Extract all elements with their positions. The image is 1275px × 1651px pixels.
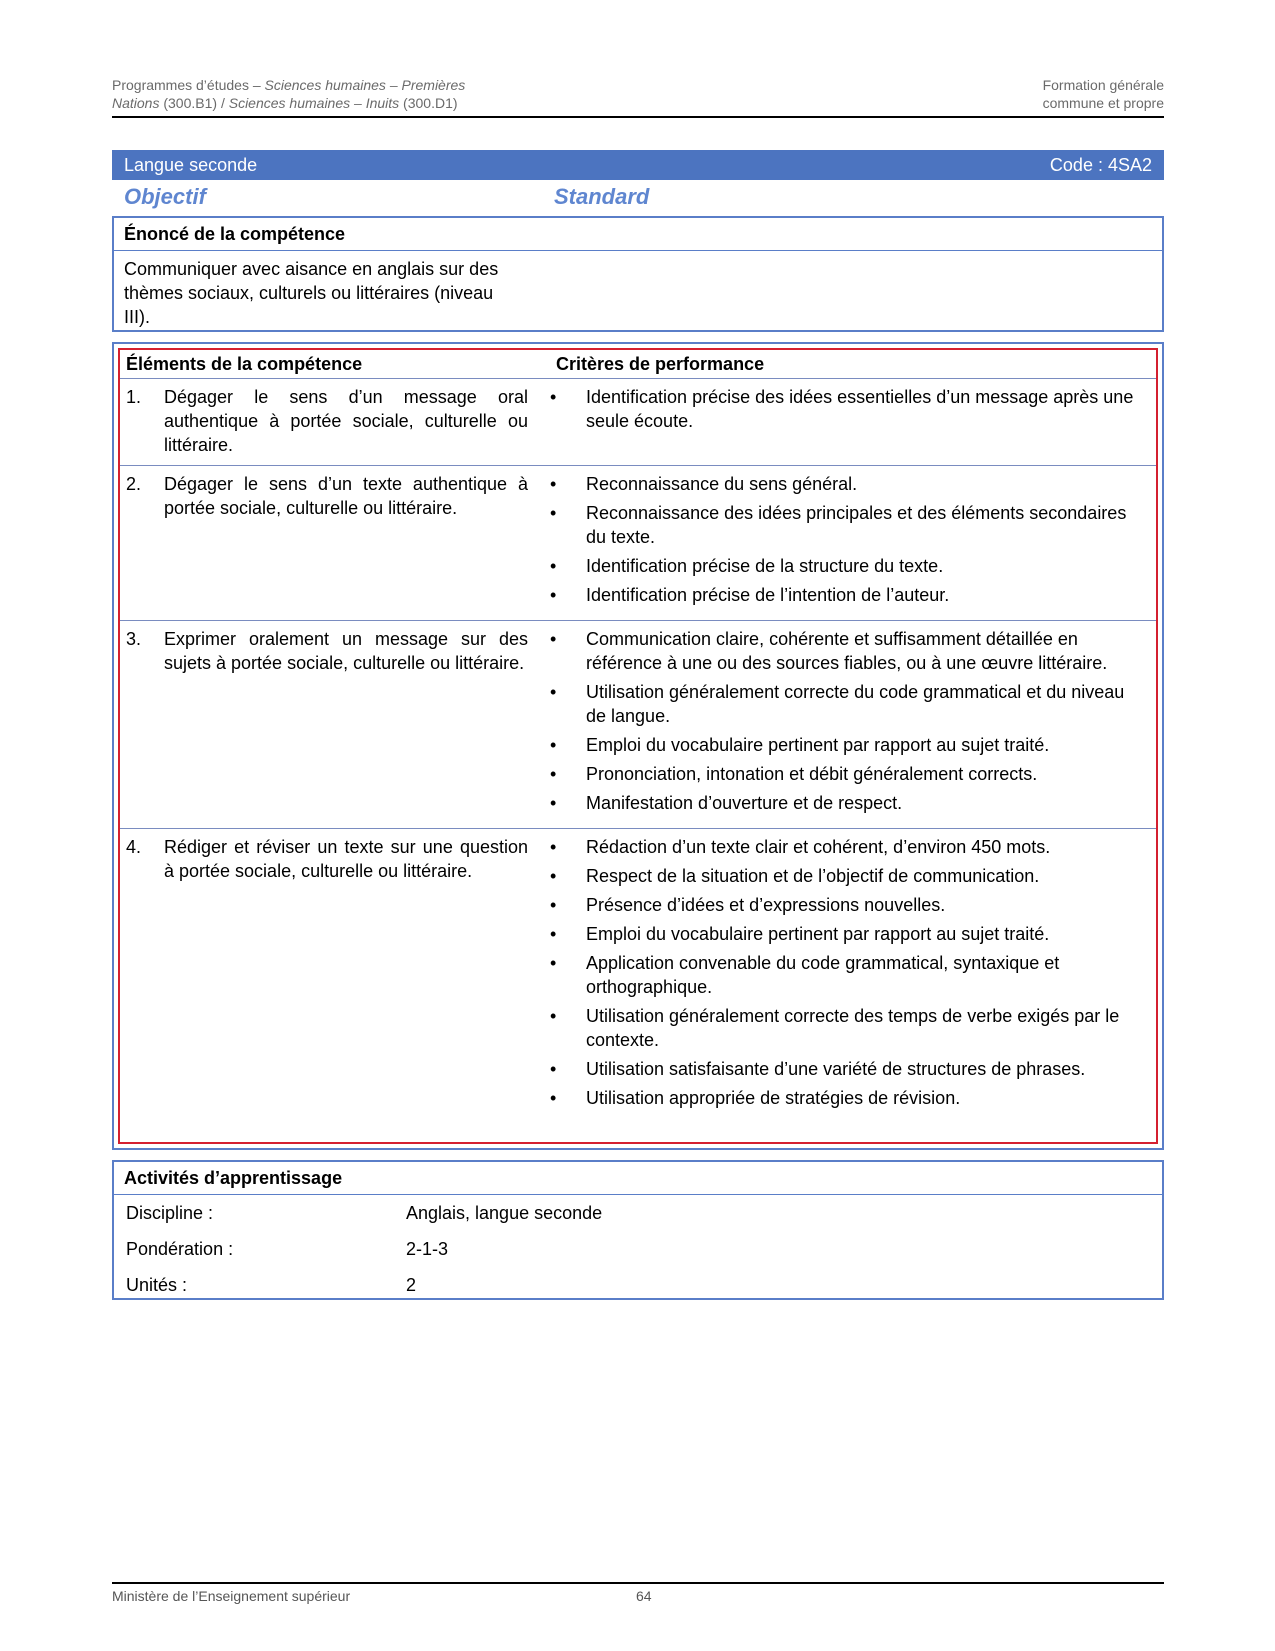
bullet-icon: • [550,793,557,813]
element-text: Dégager le sens d’un message oral authentique à portée sociale, culturelle ou littéraire. [164,387,528,455]
bullet-icon: • [550,387,557,407]
header-program-codes: Nations (300.B1) / Sciences humaines – Inuits (300.D1) [112,95,458,111]
bullet-icon: • [550,924,557,944]
criterion-text: Utilisation généralement correcte des temps de verbe exigés par le contexte. [586,1006,1120,1050]
criterion-item [550,583,1142,607]
criterion-item [550,472,1142,496]
activite-row [114,1231,1162,1267]
elements-table-header [120,350,1156,379]
criterion-text: Emploi du vocabulaire pertinent par rapport au sujet traité. [586,924,1050,944]
competence-row [120,829,1156,1123]
criterion-text: Identification précise de la structure du texte. [586,556,944,576]
criterion-text: Application convenable du code grammatical, syntaxique et orthographique. [586,953,1060,997]
activite-value: 2 [406,1274,417,1295]
elements-table [118,348,1158,1144]
bullet-icon: • [550,1006,557,1026]
criterion-text: Communication claire, cohérente et suffisamment détaillée en référence à une ou des sources fiables, ou à une œuvre littéraire. [586,629,1108,673]
element-number: 1. [126,387,142,407]
bullet-icon: • [550,585,557,605]
criterion-item [550,835,1142,859]
bullet-icon: • [550,474,557,494]
enonce-title: Énoncé de la compétence [114,218,1162,251]
bullet-icon: • [550,866,557,886]
footer-ministry: Ministère de l’Enseignement supérieur [112,1588,351,1604]
criterion-item [550,791,1142,815]
criterion-item [550,1086,1142,1110]
competence-row [120,621,1156,829]
criterion-text: Manifestation d’ouverture et de respect. [586,793,903,813]
activite-value: Anglais, langue seconde [406,1202,603,1223]
criterion-text: Utilisation satisfaisante d’une variété de structures de phrases. [586,1059,1086,1079]
header-line-1 [112,77,1164,93]
bullet-icon: • [550,1059,557,1079]
bullet-icon: • [550,629,557,649]
criterion-text: Identification précise des idées essentielles d’un message après une seule écoute. [586,387,1134,431]
enonce-text: Communiquer avec aisance en anglais sur des thèmes sociaux, culturels ou littéraires (niveau III). [124,259,499,327]
criterion-item [550,680,1142,728]
criterion-text: Respect de la situation et de l’objectif de communication. [586,866,1040,886]
element-text: Exprimer oralement un message sur des sujets à portée sociale, culturelle ou littéraire. [164,629,528,673]
page-header [112,76,1164,118]
header-commune: commune et propre [1042,95,1164,111]
enonce-box [112,216,1164,332]
criterion-text: Identification précise de l’intention de l’auteur. [586,585,950,605]
criterion-item [550,733,1142,757]
criterion-text: Prononciation, intonation et débit généralement corrects. [586,764,1038,784]
element-number: 2. [126,474,142,494]
criterion-item [550,1004,1142,1052]
criterion-text: Rédaction d’un texte clair et cohérent, d’environ 450 mots. [586,837,1051,857]
criteria-column-header: Critères de performance [556,353,765,374]
bullet-icon: • [550,764,557,784]
activites-title: Activités d’apprentissage [114,1162,1162,1195]
course-code-bar [112,150,1164,180]
criterion-item [550,627,1142,675]
bullet-icon: • [550,503,557,523]
criterion-text: Utilisation appropriée de stratégies de révision. [586,1088,961,1108]
header-formation: Formation générale [1042,77,1164,93]
objectif-label: Objectif [124,184,206,209]
criterion-text: Utilisation généralement correcte du code grammatical et du niveau de langue. [586,682,1125,726]
bullet-icon: • [550,735,557,755]
bullet-icon: • [550,837,557,857]
element-text: Dégager le sens d’un texte authentique à portée sociale, culturelle ou littéraire. [164,474,528,518]
criterion-text: Présence d’idées et d’expressions nouvelles. [586,895,946,915]
criterion-item [550,1057,1142,1081]
elements-box [112,342,1164,1150]
performance-criteria [550,472,1156,612]
competence-element [120,627,550,820]
course-code: Code : 4SA2 [1049,154,1152,175]
element-text: Rédiger et réviser un texte sur une question à portée sociale, culturelle ou littéraire. [164,837,528,881]
criterion-item [550,951,1142,999]
activite-value: 2-1-3 [406,1238,449,1259]
criterion-item [550,922,1142,946]
competence-row [120,379,1156,466]
competence-element [120,472,550,612]
elements-rows [120,379,1156,1123]
standard-label: Standard [554,184,650,209]
activites-rows [114,1195,1162,1303]
performance-criteria [550,627,1156,820]
bullet-icon: • [550,1088,557,1108]
element-number: 4. [126,837,142,857]
activite-row [114,1195,1162,1231]
criterion-item [550,762,1142,786]
bullet-icon: • [550,556,557,576]
element-number: 3. [126,629,142,649]
competence-row [120,466,1156,621]
criterion-item [550,893,1142,917]
activite-label: Discipline : [126,1202,214,1223]
competence-element [120,385,550,457]
header-line-2 [112,95,1164,111]
activite-label: Unités : [126,1274,188,1295]
performance-criteria [550,835,1156,1115]
criterion-text: Emploi du vocabulaire pertinent par rapport au sujet traité. [586,735,1050,755]
criterion-text: Reconnaissance du sens général. [586,474,858,494]
activites-box [112,1160,1164,1300]
bullet-icon: • [550,895,557,915]
page-footer [112,1582,1164,1604]
elements-column-header: Éléments de la compétence [126,353,363,374]
activite-label: Pondération : [126,1238,234,1259]
page-number: 64 [636,1588,652,1604]
competence-element [120,835,550,1115]
performance-criteria [550,385,1156,457]
activite-row [114,1267,1162,1303]
criterion-item [550,554,1142,578]
criterion-text: Reconnaissance des idées principales et des éléments secondaires du texte. [586,503,1127,547]
criterion-item [550,501,1142,549]
criterion-item [550,385,1142,433]
bullet-icon: • [550,953,557,973]
criterion-item [550,864,1142,888]
header-program: Programmes d’études – Sciences humaines – Premières [112,77,466,93]
bullet-icon: • [550,682,557,702]
course-discipline: Langue seconde [124,154,258,175]
